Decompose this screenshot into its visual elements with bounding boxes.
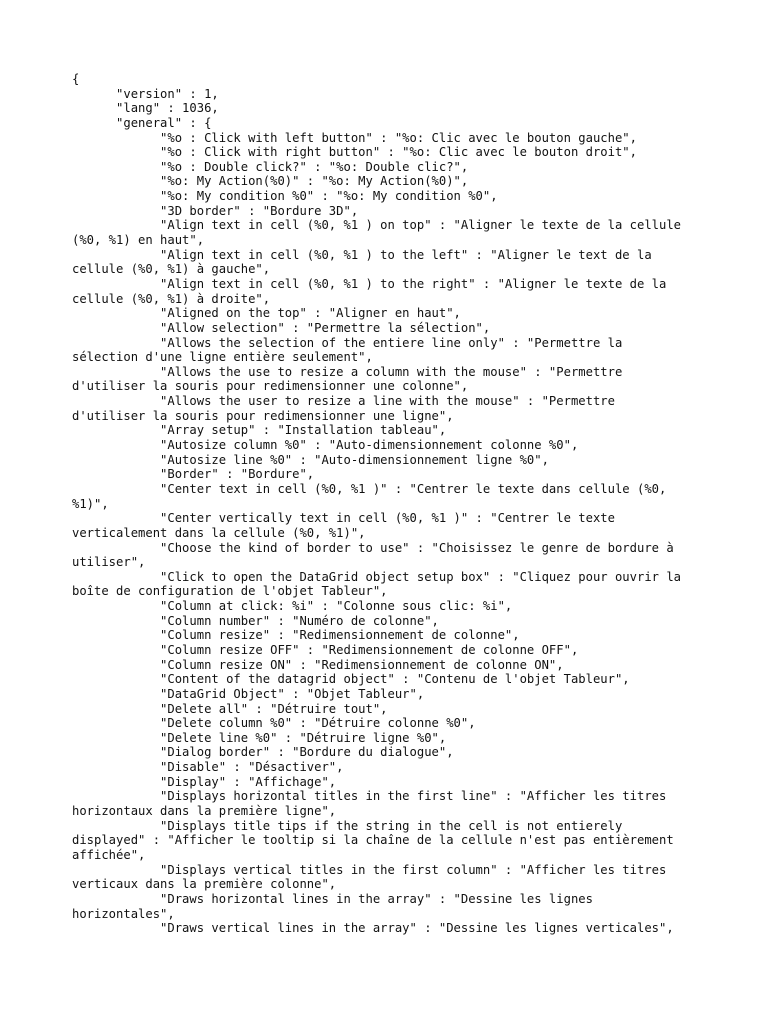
text-line: "Displays horizontal titles in the first line" : "Afficher les titres xyxy=(72,789,667,804)
text-line: "Autosize column %0" : "Auto-dimensionnement colonne %0", xyxy=(72,438,579,453)
text-line: "Allows the use to resize a column with the mouse" : "Permettre xyxy=(72,364,623,379)
text-line: "Display" : "Affichage", xyxy=(72,774,337,789)
text-line: "3D border" : "Bordure 3D", xyxy=(72,203,359,218)
text-line: "Align text in cell (%0, %1 ) on top" : "Aligner le texte de la cellule xyxy=(72,218,682,233)
text-line: "Border" : "Bordure", xyxy=(72,467,315,482)
text-line: "Draws vertical lines in the array" : "Dessine les lignes verticales", xyxy=(72,921,674,936)
text-line: "Array setup" : "Installation tableau", xyxy=(72,423,447,438)
text-line: "Delete all" : "Détruire tout", xyxy=(72,701,388,716)
text-line: horizontaux dans la première ligne", xyxy=(72,804,337,819)
text-line: affichée", xyxy=(72,847,146,862)
text-line: %1)", xyxy=(72,496,109,511)
text-line: "version" : 1, xyxy=(72,86,219,101)
text-line: "Dialog border" : "Bordure du dialogue", xyxy=(72,745,454,760)
text-line: "Delete column %0" : "Détruire colonne %0", xyxy=(72,716,476,731)
text-line: "Draws horizontal lines in the array" : "Dessine les lignes xyxy=(72,891,593,906)
text-line: "Disable" : "Désactiver", xyxy=(72,760,344,775)
text-line: "Center text in cell (%0, %1 )" : "Centrer le texte dans cellule (%0, xyxy=(72,481,667,496)
text-line: "Displays vertical titles in the first column" : "Afficher les titres xyxy=(72,862,667,877)
text-line: "%o: My condition %0" : "%o: My condition %0", xyxy=(72,189,498,204)
text-line: { xyxy=(72,72,80,86)
text-line: "DataGrid Object" : "Objet Tableur", xyxy=(72,686,425,701)
text-line: displayed" : "Afficher le tooltip si la chaîne de la cellule n'est pas entièrement xyxy=(72,833,674,848)
text-line: "Choose the kind of border to use" : "Choisissez le genre de bordure à xyxy=(72,540,674,555)
text-line: "Allow selection" : "Permettre la sélection", xyxy=(72,320,491,335)
text-line: cellule (%0, %1) à droite", xyxy=(72,291,271,306)
text-line: "Allows the user to resize a line with the mouse" : "Permettre xyxy=(72,394,615,409)
text-line: "Content of the datagrid object" : "Contenu de l'objet Tableur", xyxy=(72,672,630,687)
text-line: "Center vertically text in cell (%0, %1 )" : "Centrer le texte xyxy=(72,511,615,526)
text-line: "general" : { xyxy=(72,115,212,130)
text-line: "lang" : 1036, xyxy=(72,101,219,116)
text-line: sélection d'une ligne entière seulement", xyxy=(72,350,373,365)
text-line: "Column resize ON" : "Redimensionnement de colonne ON", xyxy=(72,657,564,672)
text-line: "Column at click: %i" : "Colonne sous clic: %i", xyxy=(72,599,513,614)
text-line: "%o: My Action(%0)" : "%o: My Action(%0)", xyxy=(72,174,469,189)
text-line: "%o : Click with left button" : "%o: Clic avec le bouton gauche", xyxy=(72,130,637,145)
text-line: (%0, %1) en haut", xyxy=(72,233,205,248)
text-line: "Aligned on the top" : "Aligner en haut", xyxy=(72,306,461,321)
document-text xyxy=(72,72,712,936)
text-line: verticalement dans la cellule (%0, %1)", xyxy=(72,525,366,540)
text-line: "%o : Double click?" : "%o: Double clic?", xyxy=(72,159,469,174)
text-line: "Delete line %0" : "Détruire ligne %0", xyxy=(72,730,447,745)
text-line: "Column resize OFF" : "Redimensionnement de colonne OFF", xyxy=(72,642,579,657)
text-line: "Column resize" : "Redimensionnement de colonne", xyxy=(72,628,520,643)
text-line: "%o : Click with right button" : "%o: Clic avec le bouton droit", xyxy=(72,145,637,160)
text-line: verticaux dans la première colonne", xyxy=(72,877,337,892)
text-line: "Align text in cell (%0, %1 ) to the right" : "Aligner le texte de la xyxy=(72,276,667,291)
text-line: d'utiliser la souris pour redimensionner une colonne", xyxy=(72,379,469,394)
text-line: boîte de configuration de l'objet Tableur", xyxy=(72,584,388,599)
text-line: "Displays title tips if the string in the cell is not entierely xyxy=(72,818,623,833)
text-line: cellule (%0, %1) à gauche", xyxy=(72,262,271,277)
text-line: utiliser", xyxy=(72,555,146,570)
text-line: "Column number" : "Numéro de colonne", xyxy=(72,613,439,628)
text-line: "Allows the selection of the entiere line only" : "Permettre la xyxy=(72,335,623,350)
text-line: "Align text in cell (%0, %1 ) to the left" : "Aligner le text de la xyxy=(72,247,652,262)
text-line: "Click to open the DataGrid object setup box" : "Cliquez pour ouvrir la xyxy=(72,569,682,584)
text-line: "Autosize line %0" : "Auto-dimensionnement ligne %0", xyxy=(72,452,549,467)
text-line: d'utiliser la souris pour redimensionner une ligne", xyxy=(72,408,454,423)
text-line: horizontales", xyxy=(72,906,175,921)
